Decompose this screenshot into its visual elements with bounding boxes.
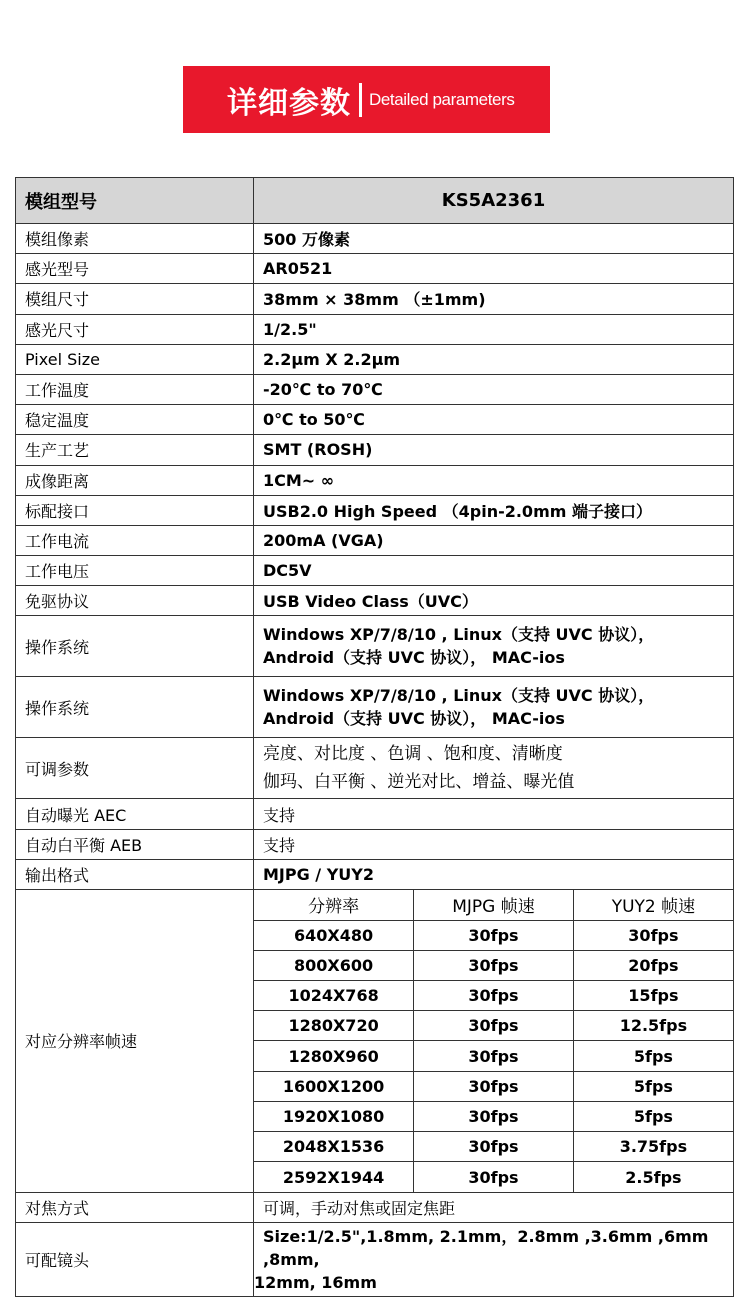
spec-row — [16, 677, 734, 738]
fps-row — [254, 920, 733, 950]
spec-label: 免驱协议 — [16, 586, 254, 616]
spec-value — [254, 1223, 734, 1297]
fps-cell: 2.5fps — [573, 1162, 733, 1192]
spec-value-line: 伽玛、白平衡 、逆光对比、增益、曝光值 — [263, 772, 575, 793]
spec-label: 操作系统 — [16, 616, 254, 677]
title-divider — [359, 83, 362, 117]
fps-cell: 30fps — [573, 920, 733, 950]
spec-label: 工作温度 — [16, 374, 254, 404]
spec-header-value: KS5A2361 — [254, 178, 734, 224]
fps-cell: 5fps — [573, 1041, 733, 1071]
spec-label: 感光尺寸 — [16, 314, 254, 344]
spec-label: 操作系统 — [16, 677, 254, 738]
spec-value-line: Windows XP/7/8/10 , Linux（支持 UVC 协议）， — [263, 686, 655, 706]
spec-row — [16, 465, 734, 495]
fps-row — [254, 950, 733, 980]
spec-value: MJPG / YUY2 — [254, 859, 734, 889]
spec-label: 对焦方式 — [16, 1192, 254, 1222]
fps-row — [254, 1162, 733, 1192]
spec-header-row — [16, 178, 734, 224]
spec-label: 模组像素 — [16, 224, 254, 254]
spec-value: 0℃ to 50℃ — [254, 405, 734, 435]
fps-cell: 640X480 — [254, 920, 414, 950]
fps-cell: 1600X1200 — [254, 1071, 414, 1101]
fps-cell: 12.5fps — [573, 1011, 733, 1041]
spec-value: 1CM~ ∞ — [254, 465, 734, 495]
fps-cell: 30fps — [414, 1101, 574, 1131]
spec-value: 500 万像素 — [254, 224, 734, 254]
spec-row — [16, 829, 734, 859]
spec-header-label: 模组型号 — [16, 178, 254, 224]
spec-row — [16, 435, 734, 465]
spec-value: 1/2.5" — [254, 314, 734, 344]
spec-label: 自动白平衡 AEB — [16, 829, 254, 859]
spec-value: AR0521 — [254, 254, 734, 284]
fps-row — [254, 1011, 733, 1041]
fps-table-cell — [254, 890, 734, 1193]
fps-cell: 30fps — [414, 1041, 574, 1071]
fps-cell: 30fps — [414, 1132, 574, 1162]
spec-row — [16, 859, 734, 889]
spec-value — [254, 616, 734, 677]
spec-value: 支持 — [254, 829, 734, 859]
spec-value: 2.2μm X 2.2μm — [254, 344, 734, 374]
spec-value — [254, 738, 734, 799]
fps-cell: 1280X720 — [254, 1011, 414, 1041]
spec-value-line: Windows XP/7/8/10 , Linux（支持 UVC 协议）， — [263, 625, 655, 645]
spec-label: 生产工艺 — [16, 435, 254, 465]
fps-row — [254, 1041, 733, 1071]
spec-row-fps — [16, 890, 734, 1193]
fps-cell: 30fps — [414, 1071, 574, 1101]
spec-row — [16, 495, 734, 525]
fps-row — [254, 1071, 733, 1101]
spec-row — [16, 556, 734, 586]
fps-row — [254, 1132, 733, 1162]
spec-value-line: 亮度、对比度 、色调 、饱和度、清晰度 — [263, 744, 563, 765]
spec-value: 支持 — [254, 799, 734, 829]
fps-cell: 800X600 — [254, 950, 414, 980]
fps-cell: 5fps — [573, 1071, 733, 1101]
fps-cell: 30fps — [414, 1011, 574, 1041]
fps-table — [254, 890, 733, 1192]
fps-cell: 20fps — [573, 950, 733, 980]
spec-value-line: 12mm, 16mm — [254, 1273, 377, 1293]
spec-value-line: Android（支持 UVC 协议）， MAC-ios — [263, 709, 565, 729]
spec-value: DC5V — [254, 556, 734, 586]
section-title-banner — [183, 66, 550, 133]
fps-cell: 2592X1944 — [254, 1162, 414, 1192]
fps-cell: 3.75fps — [573, 1132, 733, 1162]
spec-value: USB2.0 High Speed （4pin-2.0mm 端子接口） — [254, 495, 734, 525]
spec-label: Pixel Size — [16, 344, 254, 374]
spec-row — [16, 254, 734, 284]
spec-table — [15, 177, 734, 1297]
spec-row — [16, 799, 734, 829]
spec-value: 38mm × 38mm （±1mm) — [254, 284, 734, 314]
spec-label: 模组尺寸 — [16, 284, 254, 314]
spec-row — [16, 224, 734, 254]
fps-cell: 30fps — [414, 920, 574, 950]
spec-value: 可调，手动对焦或固定焦距 — [254, 1192, 734, 1222]
spec-row — [16, 284, 734, 314]
spec-label: 自动曝光 AEC — [16, 799, 254, 829]
fps-header-cell: YUY2 帧速 — [573, 890, 733, 920]
spec-value — [254, 677, 734, 738]
spec-row — [16, 1192, 734, 1222]
spec-row — [16, 405, 734, 435]
spec-row — [16, 738, 734, 799]
spec-label: 对应分辨率帧速 — [16, 890, 254, 1193]
spec-row — [16, 586, 734, 616]
spec-row — [16, 344, 734, 374]
fps-cell: 1024X768 — [254, 981, 414, 1011]
section-title-zh: 详细参数 — [227, 85, 351, 121]
spec-label: 感光型号 — [16, 254, 254, 284]
spec-row — [16, 1223, 734, 1297]
fps-cell: 30fps — [414, 1162, 574, 1192]
spec-row — [16, 525, 734, 555]
fps-cell: 15fps — [573, 981, 733, 1011]
spec-value-line: Size:1/2.5",1.8mm, 2.1mm，2.8mm ,3.6mm ,6mm ,8mm, — [263, 1227, 709, 1270]
spec-row — [16, 374, 734, 404]
fps-header-cell: 分辨率 — [254, 890, 414, 920]
spec-label: 标配接口 — [16, 495, 254, 525]
spec-label: 可配镜头 — [16, 1223, 254, 1297]
fps-cell: 5fps — [573, 1101, 733, 1131]
fps-cell: 30fps — [414, 981, 574, 1011]
spec-label: 工作电流 — [16, 525, 254, 555]
spec-label: 成像距离 — [16, 465, 254, 495]
fps-cell: 1280X960 — [254, 1041, 414, 1071]
spec-value: USB Video Class（UVC） — [254, 586, 734, 616]
spec-value: SMT (ROSH) — [254, 435, 734, 465]
spec-row — [16, 616, 734, 677]
fps-row — [254, 981, 733, 1011]
spec-row — [16, 314, 734, 344]
fps-row — [254, 1101, 733, 1131]
spec-label: 工作电压 — [16, 556, 254, 586]
fps-cell: 1920X1080 — [254, 1101, 414, 1131]
fps-cell: 30fps — [414, 950, 574, 980]
section-title-en: Detailed parameters — [369, 89, 515, 109]
spec-label: 稳定温度 — [16, 405, 254, 435]
fps-cell: 2048X1536 — [254, 1132, 414, 1162]
spec-value-line: Android（支持 UVC 协议）， MAC-ios — [263, 648, 565, 668]
fps-header-cell: MJPG 帧速 — [414, 890, 574, 920]
spec-value: 200mA (VGA) — [254, 525, 734, 555]
spec-label: 可调参数 — [16, 738, 254, 799]
spec-value: -20℃ to 70℃ — [254, 374, 734, 404]
fps-header-row — [254, 890, 733, 920]
spec-label: 输出格式 — [16, 859, 254, 889]
